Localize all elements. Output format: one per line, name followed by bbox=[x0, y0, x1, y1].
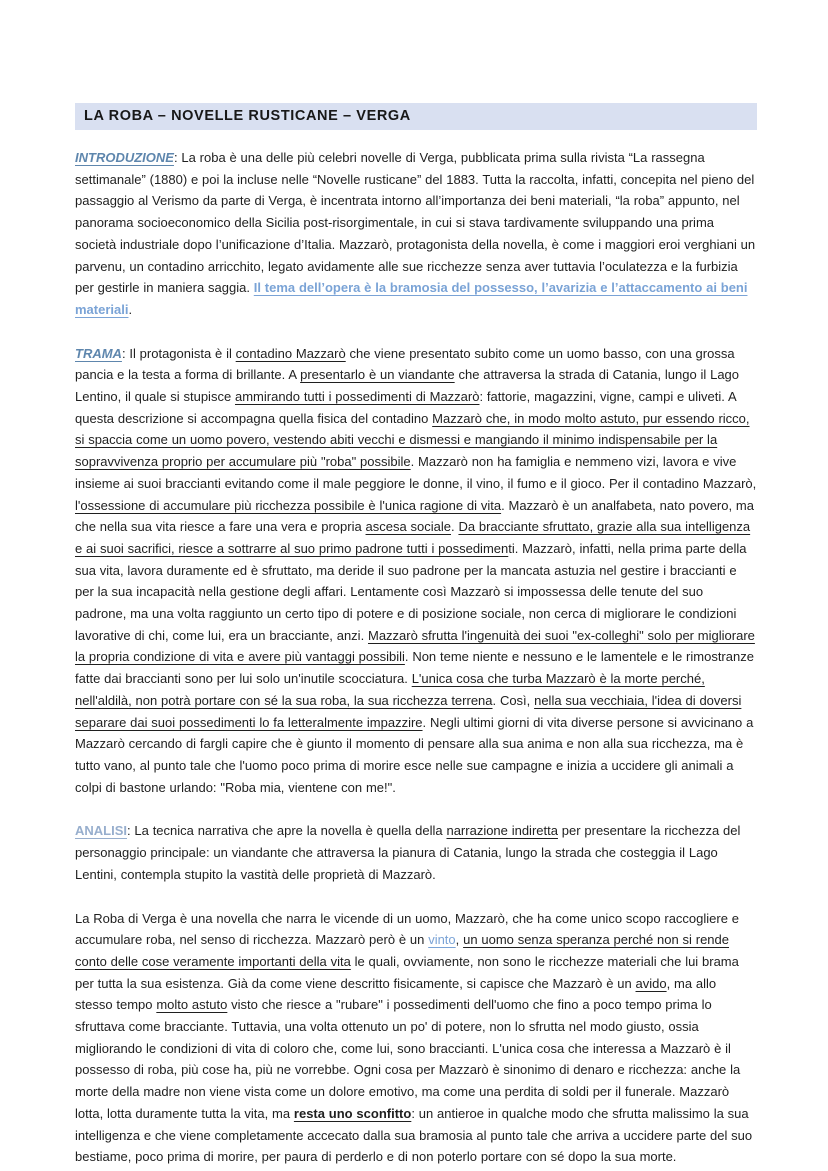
paragraph-trama bbox=[75, 343, 757, 799]
text-segment: . Negli ultimi giorni di vita diverse persone si avvicinano a Mazzarò cercando di fargli capire che è giunto il momento di pensare alla sua anima e non alla sua ricchezza, ma è tutto vano, al punto tale che l'uomo poco prima di morire esce nelle sue campagne e inizia a uccidere gli animali a colpi di bastone urlando: "Roba mia, vientene con me!". bbox=[75, 714, 754, 795]
text-segment: Mazzarò che, in modo molto astuto, pur essendo ricco, si spaccia come un uomo povero, vestendo abiti vecchi e dismessi e mangiando il minimo indispensabile per la sopravvivenza proprio per accumulare più "roba" possibile bbox=[75, 410, 750, 470]
text-segment: nella sua vecchiaia, l'idea di doversi separare dai suoi possedimenti lo fa letteralmente impazzire bbox=[75, 692, 742, 730]
text-segment: . Non teme niente e nessuno e le lamentele e le rimostranze fatte dai braccianti sono per lui solo un'inutile scocciatura. bbox=[75, 649, 754, 687]
document-title: LA ROBA – NOVELLE RUSTICANE – VERGA bbox=[84, 108, 411, 124]
text-segment: che viene presentato subito come un uomo basso, con una grossa pancia e la testa a forma di brillante. A bbox=[75, 345, 735, 383]
text-segment: L'unica cosa che turba Mazzarò è la morte perché, nell'aldilà, non potrà portare con sé la sua roba, la sua ricchezza terrena bbox=[75, 671, 705, 708]
text-segment: INTRODUZIONE bbox=[75, 150, 174, 165]
text-segment: . Così, bbox=[492, 692, 535, 708]
text-segment: presentarlo è un viandante bbox=[300, 367, 455, 383]
text-segment: . Mazzarò non ha famiglia e nemmeno vizi, lavora e vive insieme ai suoi braccianti evitando come il male peggiore le donne, il vino, il fumo e il gioco. Per il contadino Mazzarò, bbox=[75, 454, 757, 491]
text-segment: Mazzarò sfrutta l'ingenuità dei suoi "ex-colleghi" solo per migliorare la propria condizione di vita e avere più vantaggi possibili bbox=[75, 627, 755, 665]
text-segment: narrazione indiretta bbox=[446, 823, 558, 839]
document-content bbox=[75, 103, 757, 1171]
text-segment: : fattorie, magazzini, vigne, campi e uliveti. A questa descrizione si accompagna quella fisica del contadino bbox=[75, 389, 736, 426]
text-segment: : un antieroe in qualche modo che sfrutta malissimo la sua intelligenza e che viene completamente accecato dalla sua bramosia al punto tale che arriva a uccidere parte del suo bestiame, poco prima di morire, per paura di perderlo e di non poterlo portare con sé dopo la sua morte. bbox=[75, 1105, 753, 1165]
text-segment: che attraversa la strada di Catania, lungo il Lago Lentino, il quale si stupisce bbox=[75, 367, 740, 405]
text-segment: , bbox=[455, 932, 464, 948]
text-segment: per presentare la ricchezza del personaggio principale: un viandante che attraversa la pianura di Catania, lungo la strada che costeggia il Lago Lentini, contempla stupito la vastità delle proprietà di Mazzarò. bbox=[75, 823, 741, 882]
paragraph-commento bbox=[75, 908, 757, 1168]
text-segment: molto astuto bbox=[156, 997, 228, 1013]
text-segment: . bbox=[128, 301, 133, 317]
text-segment: La Roba di Verga è una novella che narra le vicende di un uomo, Mazzarò, che ha come unico scopo raccogliere e accumulare roba, nel senso di ricchezza. Mazzarò però è un bbox=[75, 910, 739, 948]
text-segment: : Il protagonista è il bbox=[121, 345, 236, 361]
paragraph-analisi bbox=[75, 820, 757, 885]
document-title-bar bbox=[75, 103, 757, 130]
text-segment: contadino Mazzarò bbox=[235, 345, 346, 361]
text-segment: ammirando tutti i possedimenti di Mazzarò bbox=[234, 389, 480, 405]
paragraph-introduzione bbox=[75, 147, 757, 321]
text-segment: TRAMA bbox=[75, 345, 122, 361]
text-segment: . bbox=[451, 519, 459, 535]
text-segment: vinto bbox=[428, 932, 456, 948]
text-segment: . Mazzarò è un analfabeta, nato povero, ma che nella sua vita riesce a fare una vera e propria bbox=[75, 497, 754, 535]
text-segment: : La roba è una delle più celebri novelle di Verga, pubblicata prima sulla rivista “La rassegna settimanale” (1880) e poi la incluse nelle “Novelle rusticane” del 1883. Tutta la raccolta, infatti, concepita nel pieno del passaggio al Verismo da parte di Verga, è incentrata intorno all’importanza dei beni materiali, “la roba” appunto, nel panorama socioeconomico della Sicilia post-risorgimentale, in cui si stava tardivamente sviluppando una prima società industriale dopo l’unificazione d’Italia. Mazzarò, protagonista della novella, è come i maggiori eroi verghiani un parvenu, un contadino arricchito, legato avidamente alle sue ricchezze senza aver tuttavia l’oculatezza e la furbizia per gestirle in maniera saggia. bbox=[75, 150, 756, 296]
text-segment: ANALISI bbox=[75, 823, 127, 839]
text-segment: avido bbox=[635, 975, 667, 991]
text-segment: un uomo senza speranza perché non si rende conto delle cose veramente importanti della vita bbox=[75, 932, 730, 969]
text-segment: l'ossessione di accumulare più ricchezza possibile è l'unica ragione di vita bbox=[75, 497, 502, 513]
text-segment: le quali, ovviamente, non sono le ricchezze materiali che lui brama per tutta la sua esistenza. Già da come viene descritto fisicamente, si capisce che Mazzarò è un bbox=[75, 953, 739, 991]
text-segment: ascesa sociale bbox=[365, 519, 451, 535]
text-segment: , ma allo stesso tempo bbox=[75, 975, 717, 1013]
text-segment: : La tecnica narrativa che apre la novella è quella della bbox=[127, 823, 447, 839]
text-segment: ti. Mazzarò, infatti, nella prima parte della sua vita, lavora duramente ed è sfruttato, ma deride il suo padrone per la mancata astuzia nel gestire i braccianti e per la sua incapacità nella gestione degli affari. Lentamente così Mazzarò si impossessa delle tenute del suo padrone, ma una volta raggiunto un certo tipo di potere e di posizione sociale, non cerca di migliorare le condizioni lavorative di chi, come lui, era un bracciante, anzi. bbox=[75, 540, 747, 643]
text-segment: visto che riesce a "rubare" i possedimenti dell'uomo che fino a poco tempo prima lo sfruttava come bracciante. Tuttavia, una volta ottenuto un po' di potere, non lo sfrutta nel modo giusto, ossia migliorando le condizioni di vita di coloro che, come lui, sono braccianti. L'unica cosa che interessa a Mazzarò è il possesso di roba, più cose ha, più ne vorrebbe. Ogni cosa per Mazzarò è sinonimo di denaro e ricchezza: anche la morte della madre non viene vista come un dolore emotivo, ma come una perdita di soldi per il funerale. Mazzarò lotta, lotta duramente tutta la vita, ma bbox=[75, 997, 741, 1121]
text-segment: Il tema dell’opera è la bramosia del possesso, l’avarizia e l’attaccamento ai beni materiali bbox=[75, 280, 748, 317]
text-segment: Da bracciante sfruttato, grazie alla sua intelligenza e ai suoi sacrifici, riesce a sottrarre al suo primo padrone tutti i possedimen bbox=[75, 519, 751, 556]
text-segment: resta uno sconfitto bbox=[293, 1105, 412, 1121]
